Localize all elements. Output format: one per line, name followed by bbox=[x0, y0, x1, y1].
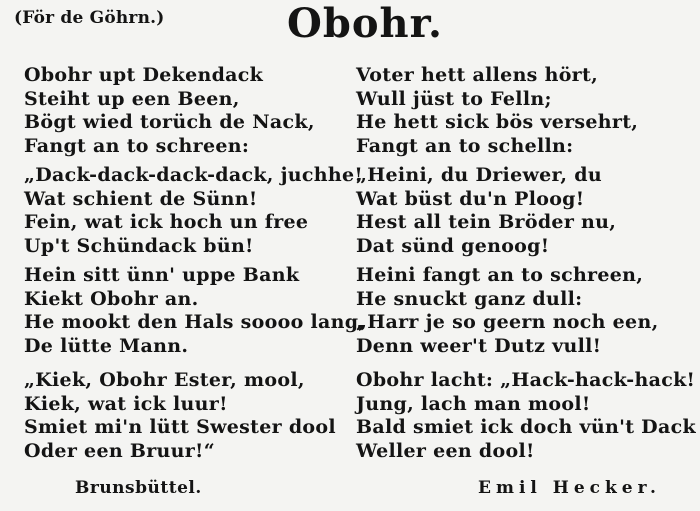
author-signature: Emil Hecker. bbox=[478, 478, 661, 498]
verse-line: Denn weer't Dutz vull! bbox=[356, 334, 602, 357]
dedication-subtitle: (För de Göhrn.) bbox=[14, 8, 165, 28]
verse-line: Wat büst du'n Ploog! bbox=[356, 187, 585, 210]
verse-line: Heini fangt an to schreen, bbox=[356, 264, 644, 286]
verse-line: Dat sünd genoog! bbox=[356, 234, 550, 257]
verse-line: De lütte Mann. bbox=[24, 334, 189, 357]
verse-line: Weller een dool! bbox=[356, 439, 535, 462]
verse-line: Up't Schündack bün! bbox=[24, 234, 254, 257]
verse-line: Steiht up een Been, bbox=[24, 87, 240, 110]
verse-line: Voter hett allens hört, bbox=[356, 64, 598, 86]
verse-line: Jung, lach man mool! bbox=[356, 392, 591, 415]
verse-line: „Harr je so geern noch een, bbox=[356, 311, 659, 333]
verse-line: Fangt an to schelln: bbox=[356, 134, 574, 157]
stanza bbox=[356, 369, 696, 463]
verse-line: He snuckt ganz dull: bbox=[356, 287, 583, 310]
verse-line: Fangt an to schreen: bbox=[24, 134, 250, 157]
verse-line: He hett sick bös versehrt, bbox=[356, 111, 639, 133]
verse-line: Kiek, wat ick luur! bbox=[24, 392, 228, 415]
place-signature: Brunsbüttel. bbox=[75, 478, 202, 498]
verse-line: „Dack-dack-dack-dack, juchhe! bbox=[24, 164, 364, 186]
stanza bbox=[356, 64, 638, 158]
verse-line: Bögt wied torüch de Nack, bbox=[24, 111, 315, 133]
stanza bbox=[356, 264, 658, 358]
stanza bbox=[356, 164, 616, 258]
stanza bbox=[24, 64, 315, 158]
verse-line: Hein sitt ünn' uppe Bank bbox=[24, 264, 300, 286]
verse-line: Wat schient de Sünn! bbox=[24, 187, 258, 210]
verse-line: „Kiek, Obohr Ester, mool, bbox=[24, 369, 305, 391]
verse-line: Hest all tein Bröder nu, bbox=[356, 211, 617, 233]
verse-line: He mookt den Hals soooo lang, bbox=[24, 311, 366, 333]
poem-title: Obohr. bbox=[287, 0, 443, 47]
verse-line: Kiekt Obohr an. bbox=[24, 287, 199, 310]
stanza bbox=[24, 369, 336, 463]
verse-line: Oder een Bruur!“ bbox=[24, 439, 215, 462]
verse-line: Obohr lacht: „Hack-hack-hack! bbox=[356, 369, 696, 391]
verse-line: Bald smiet ick doch vün't Dack bbox=[356, 416, 696, 438]
verse-line: Smiet mi'n lütt Swester dool bbox=[24, 416, 336, 438]
verse-line: Obohr upt Dekendack bbox=[24, 64, 264, 86]
verse-line: Wull jüst to Felln; bbox=[356, 87, 552, 110]
stanza bbox=[24, 164, 363, 258]
verse-line: „Heini, du Driewer, du bbox=[356, 164, 602, 186]
verse-line: Fein, wat ick hoch un free bbox=[24, 211, 309, 233]
stanza bbox=[24, 264, 365, 358]
